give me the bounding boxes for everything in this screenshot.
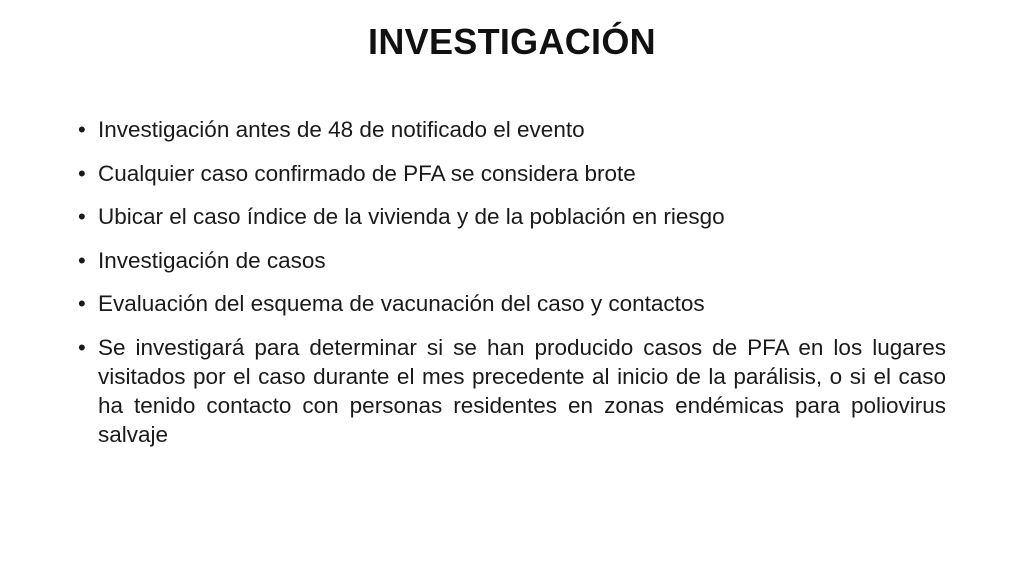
bullet-text: Ubicar el caso índice de la vivienda y de la población en riesgo (98, 204, 725, 229)
bullet-icon: • (78, 247, 86, 273)
slide-title: INVESTIGACIÓN (368, 21, 656, 62)
bullet-icon: • (78, 160, 86, 186)
bullet-icon: • (78, 117, 86, 142)
bullet-list (78, 115, 946, 463)
bullet-text: Evaluación del esquema de vacunación del caso y contactos (98, 291, 705, 316)
bullet-text: Se investigará para determinar si se han producido casos de PFA en los lugares visitados por el caso durante el mes precedente al inicio de la parálisis, o si el caso ha tenido contacto con personas residentes en zonas endémicas para poliovirus salvaje (98, 334, 946, 447)
bullet-item (78, 333, 946, 449)
bullet-icon: • (78, 334, 86, 360)
bullet-item (78, 246, 946, 275)
bullet-item (78, 202, 946, 231)
bullet-item (78, 159, 946, 188)
bullet-text: Investigación antes de 48 de notificado el evento (98, 117, 585, 142)
bullet-item (78, 115, 946, 144)
bullet-text: Cualquier caso confirmado de PFA se considera brote (98, 160, 636, 186)
bullet-icon: • (78, 291, 86, 316)
bullet-text: Investigación de casos (98, 247, 326, 273)
bullet-icon: • (78, 204, 86, 229)
bullet-item (78, 289, 946, 318)
